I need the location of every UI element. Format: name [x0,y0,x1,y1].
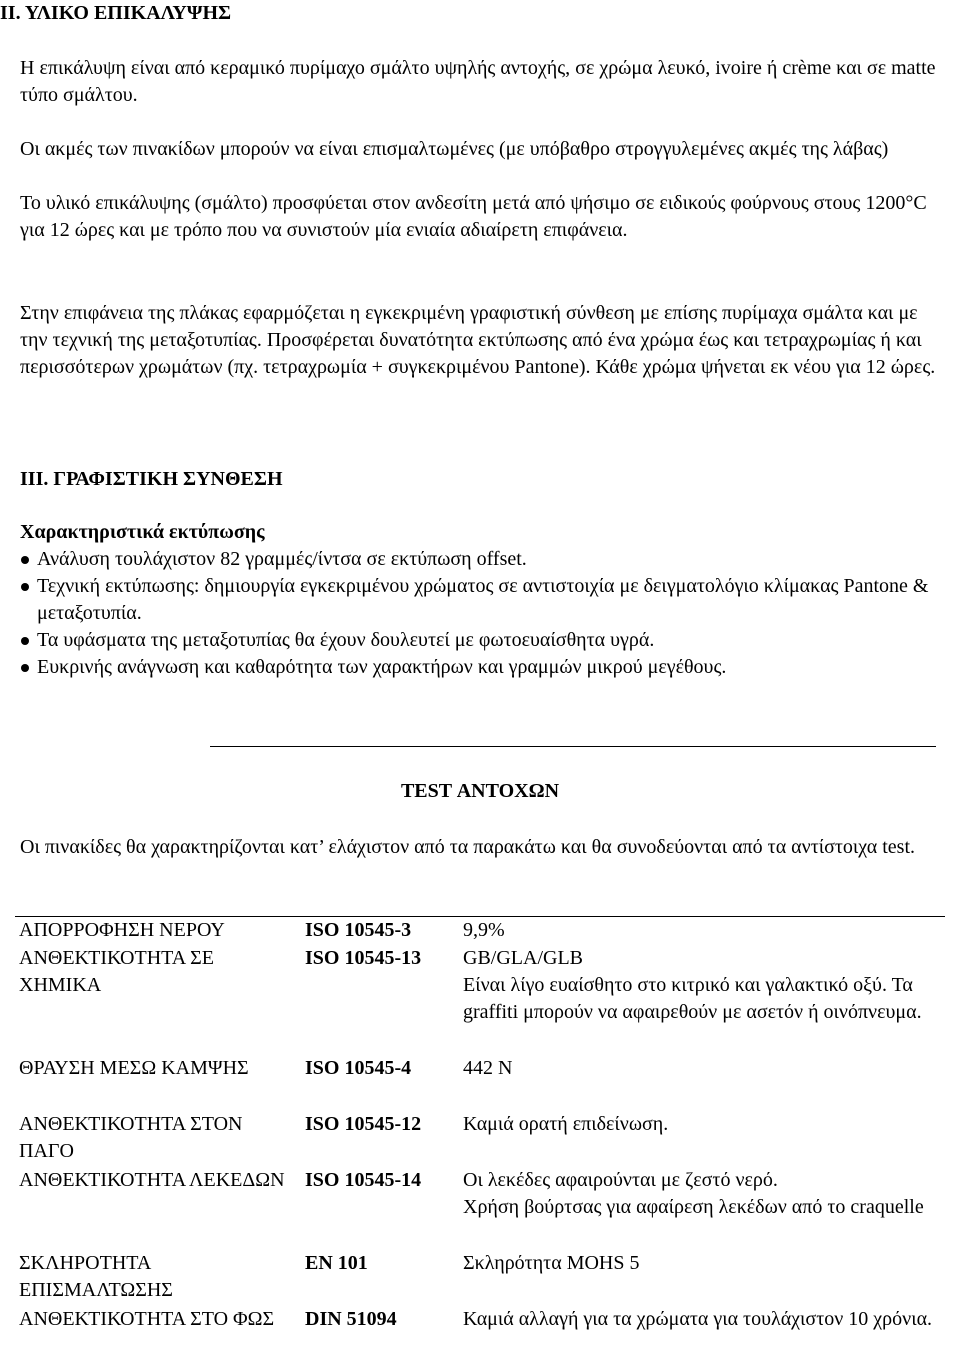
table-row [15,1111,945,1167]
print-characteristics-list [20,546,940,681]
list-item: Ευκρινής ανάγνωση και καθαρότητα των χαρακτήρων και γραμμών μικρού μεγέθους. [20,654,940,681]
paragraph-firing: Το υλικό επικάλυψης (σμάλτο) προσφύεται στον ανδεσίτη μετά από ψήσιμο σε ειδικούς φούρνους στους 1200°C για 12 ώρες και με τρόπο που να συνιστούν μία ενιαία αδιαίρετη επιφάνεια. [20,192,927,241]
result-text: 442 N [463,1056,513,1079]
standard-cell: ISO 10545-4 [305,1056,412,1079]
result-text: Σκληρότητα MOHS 5 [463,1251,640,1274]
paragraph-edges: Οι ακμές των πινακίδων μπορούν να είναι επισμαλτωμένες (με υπόβαθρο στρογγυλεμένες ακμές της λάβας) [20,138,889,160]
tests-table [15,916,945,1362]
result-cell [459,1306,945,1362]
tests-title: TEST ΑΝΤΟΧΩΝ [400,780,560,802]
paragraph-screen-printing: Στην επιφάνεια της πλάκας εφαρμόζεται η εγκεκριμένη γραφιστική σύνθεση με επίσης πυρίμαχα σμάλτα και με την τεχνική της μεταξοτυπίας. Προσφέρεται δυνατότητα εκτύπωσης από ένα χρώμα έως και τετραχρωμίας ή και περισσότερων χρωμάτων (πχ. τετραχρωμία + συγκεκριμένου Pantone). Κάθε χρώμα ψήνεται εκ νέου για 12 ώρες. [20,302,936,378]
table-row [15,945,945,1055]
section-3-heading: ΙΙΙ. ΓΡΑΦΙΣΤΙΚΗ ΣΥΝΘΕΣΗ [20,468,283,490]
section-2-heading: ΙΙ. ΥΛΙΚΟ ΕΠΙΚΑΛΥΨΗΣ [0,2,232,24]
result-text: Καμιά αλλαγή για τα χρώματα για τουλάχιστον 10 χρόνια. [463,1307,933,1330]
tests-intro: Οι πινακίδες θα χαρακτηρίζονται κατ’ ελάχιστον από τα παρακάτω και θα συνοδεύονται από τα αντίστοιχα test. [20,836,915,858]
property-cell: ΑΝΘΕΚΤΙΚΟΤΗΤΑ ΣΕ ΧΗΜΙΚΑ [19,946,214,996]
result-text: Καμιά ορατή επιδείνωση. [463,1112,669,1135]
result-text: GB/GLA/GLB [463,946,583,969]
property-cell: ΑΝΘΕΚΤΙΚΟΤΗΤΑ ΣΤΟΝ ΠΑΓΟ [19,1112,243,1162]
standard-cell: DIN 51094 [305,1307,397,1330]
result-cell [459,1055,945,1111]
result-text: Οι λεκέδες αφαιρούνται με ζεστό νερό. [463,1168,778,1191]
standard-cell: ISO 10545-3 [301,917,459,945]
result-note: Είναι λίγο ευαίσθητο στο κιτρικό και γαλακτικό οξύ. Τα graffiti μπορούν να αφαιρεθούν με ασετόν ή οινόπνευμα. [463,973,922,1023]
property-cell: ΑΝΘΕΚΤΙΚΟΤΗΤΑ ΛΕΚΕΔΩΝ [19,1168,285,1191]
result-text: 9,9% [463,919,505,941]
table-row [15,1167,945,1250]
result-cell [459,1111,945,1167]
result-cell [459,1167,945,1250]
list-item: Ανάλυση τουλάχιστον 82 γραμμές/ίντσα σε εκτύπωση offset. [20,546,940,573]
table-row [15,1055,945,1111]
standard-cell: ISO 10545-13 [305,946,422,969]
property-cell: ΑΠΟΡΡΟΦΗΣΗ ΝΕΡΟΥ [15,917,301,945]
paragraph-coating-material: Η επικάλυψη είναι από κεραμικό πυρίμαχο σμάλτο υψηλής αντοχής, σε χρώμα λευκό, ivoire ή crème και σε matte τύπο σμάλτου. [20,57,936,106]
standard-cell: ISO 10545-12 [305,1112,422,1135]
list-item: Τεχνική εκτύπωσης: δημιουργία εγκεκριμένου χρώματος σε αντιστοιχία με δειγματολόγιο κλίμακας Pantone & μεταξοτυπία. [20,573,940,627]
horizontal-divider [210,746,936,747]
property-cell: ΣΚΛΗΡΟΤΗΤΑ ΕΠΙΣΜΑΛΤΩΣΗΣ [19,1251,173,1301]
result-cell [459,945,945,1055]
result-cell [459,917,945,945]
property-cell: ΘΡΑΥΣΗ ΜΕΣΩ ΚΑΜΨΗΣ [19,1056,249,1079]
standard-cell: ISO 10545-14 [305,1168,422,1191]
result-note: Χρήση βούρτσας για αφαίρεση λεκέδων από το craquelle [463,1195,924,1218]
table-row [15,917,945,945]
property-cell: ΑΝΘΕΚΤΙΚΟΤΗΤΑ ΣΤΟ ΦΩΣ [19,1307,275,1330]
table-row [15,1306,945,1362]
result-cell [459,1250,945,1306]
print-characteristics-subheading: Χαρακτηριστικά εκτύπωσης [20,521,265,543]
standard-cell: EN 101 [305,1251,368,1274]
table-row [15,1250,945,1306]
list-item: Τα υφάσματα της μεταξοτυπίας θα έχουν δουλευτεί με φωτοευαίσθητα υγρά. [20,627,940,654]
